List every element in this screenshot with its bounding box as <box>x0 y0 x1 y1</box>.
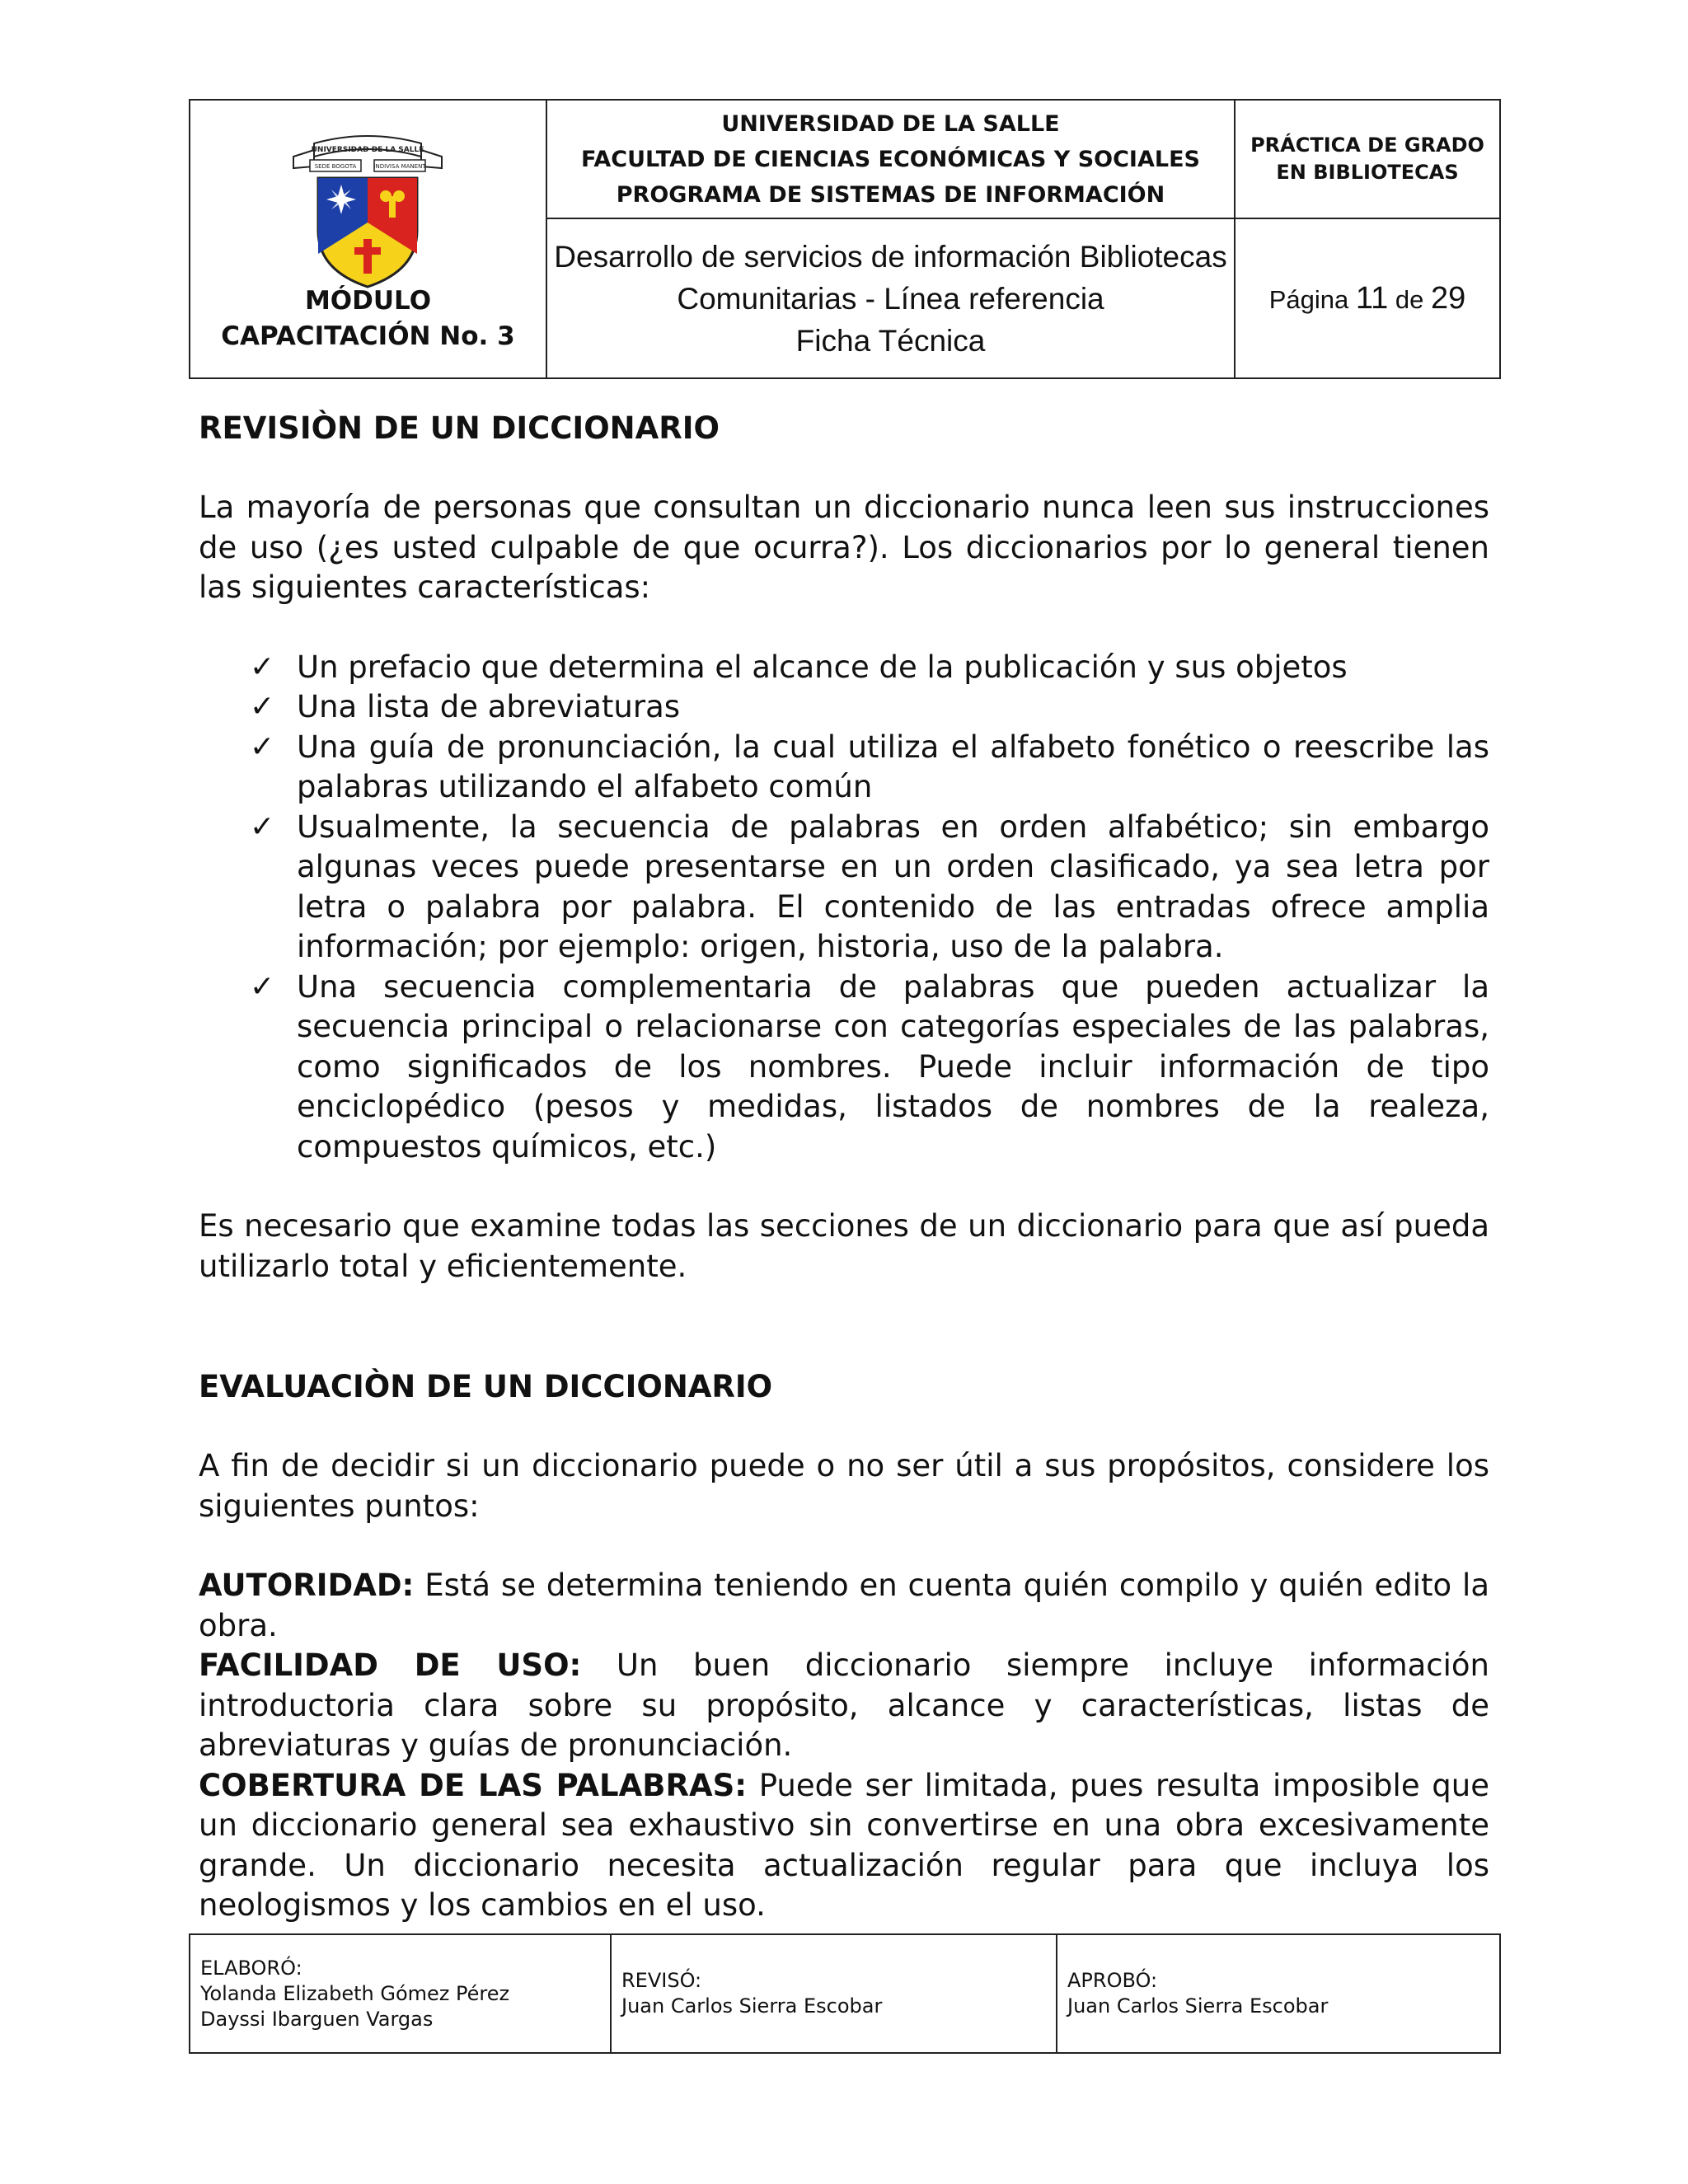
practice-line-2: EN BIBLIOTECAS <box>1276 161 1459 184</box>
practice-cell <box>1236 101 1499 219</box>
checkmark-icon: ✓ <box>250 809 275 844</box>
criterion-coverage: COBERTURA DE LAS PALABRAS: Puede ser limitada, pues resulta imposible que un diccionario general sea exhaustivo sin convertirse en una obra excesivamente grande. Un diccionario necesita actualización regular para que incluya los neologismos y los cambios en el uso. <box>199 1767 1490 1923</box>
page-number-cell <box>1236 219 1499 377</box>
footer-elaboro <box>190 1935 610 2052</box>
reviso-label: REVISÓ: <box>621 1969 702 1992</box>
page-total: 29 <box>1431 280 1466 316</box>
logo-ribbon-right: INDIVISA MANENT <box>373 163 426 170</box>
footer-reviso <box>610 1935 1056 2052</box>
criterion-ease-of-use: FACILIDAD DE USO: Un buen diccionario siempre incluye información introductoria clara sobre su propósito, alcance y características, listas de abreviaturas y guías de pronunciación. <box>199 1647 1489 1763</box>
checkmark-icon: ✓ <box>250 649 275 684</box>
program-name: PROGRAMA DE SISTEMAS DE INFORMACIÓN <box>616 181 1165 208</box>
checkmark-icon: ✓ <box>250 690 275 724</box>
reviso-name: Juan Carlos Sierra Escobar <box>621 1994 883 2018</box>
page-current: 11 <box>1355 280 1389 316</box>
criterion-authority: AUTORIDAD: Está se determina teniendo en cuenta quién compilo y quién edito la obra. <box>199 1568 1490 1643</box>
aprobo-label: APROBÓ: <box>1067 1969 1158 1992</box>
page-label: Página <box>1268 284 1349 314</box>
description-line-1: Desarrollo de servicios de información Bibliotecas <box>554 239 1227 274</box>
elaboro-label: ELABORÓ: <box>200 1956 302 1980</box>
description-line-3: Ficha Técnica <box>795 323 986 358</box>
logo-cell <box>190 101 547 377</box>
header-table <box>189 99 1501 379</box>
university-name: UNIVERSIDAD DE LA SALLE <box>721 110 1060 137</box>
module-label: MÓDULO <box>304 286 432 316</box>
elaboro-name-1: Yolanda Elizabeth Gómez Pérez <box>200 1981 510 2005</box>
section1-closing: Es necesario que examine todas las secciones de un diccionario para que así pueda utilizarlo total y eficientemente. <box>199 1208 1489 1284</box>
list-item: ✓ Un prefacio que determina el alcance de la publicación y sus objetos <box>250 648 1489 688</box>
university-cell <box>547 101 1236 219</box>
faculty-name: FACULTAD DE CIENCIAS ECONÓMICAS Y SOCIALES <box>581 146 1200 172</box>
list-item: ✓ Usualmente, la secuencia de palabras en orden alfabético; sin embargo algunas veces puede presentarse en un orden clasificado, ya sea letra por letra o palabra por palabra. El contenido de las entradas ofrece amplia información; por ejemplo: origen, historia, uso de la palabra. <box>250 808 1489 964</box>
module-number: CAPACITACIÓN No. 3 <box>221 321 515 351</box>
footer-aprobo <box>1056 1935 1499 2052</box>
document-body <box>199 408 1489 1926</box>
description-cell <box>547 219 1236 377</box>
list-item: ✓ Una lista de abreviaturas <box>250 687 1489 728</box>
page-of: de <box>1395 284 1424 314</box>
list-item: ✓ Una secuencia complementaria de palabras que pueden actualizar la secuencia principal o relacionarse con categorías especiales de las palabras, como significados de los nombres. Puede incluir información de tipo enciclopédico (pesos y medidas, listados de nombres de la realeza, compuestos químicos, etc.) <box>250 968 1489 1165</box>
section-title-evaluation: EVALUACIÒN DE UN DICCIONARIO <box>199 1369 773 1404</box>
elaboro-name-2: Dayssi Ibarguen Vargas <box>200 2007 434 2031</box>
section2-intro: A fin de decidir si un diccionario puede o no ser útil a sus propósitos, considere los siguientes puntos: <box>199 1448 1489 1524</box>
footer-table <box>189 1933 1501 2054</box>
list-item: ✓ Una guía de pronunciación, la cual utiliza el alfabeto fonético o reescribe las palabras utilizando el alfabeto común <box>250 729 1489 804</box>
checkmark-icon: ✓ <box>250 969 275 1004</box>
university-logo <box>285 132 450 288</box>
features-list <box>250 648 1489 1168</box>
checkmark-icon: ✓ <box>250 729 275 764</box>
section1-intro: La mayoría de personas que consultan un diccionario nunca leen sus instrucciones de uso (¿es usted culpable de que ocurra?). Los diccionarios por lo general tienen las siguientes características: <box>199 490 1489 605</box>
aprobo-name: Juan Carlos Sierra Escobar <box>1067 1994 1329 2018</box>
page-indicator <box>1269 281 1466 316</box>
practice-line-1: PRÁCTICA DE GRADO <box>1250 134 1484 157</box>
description-line-2: Comunitarias - Línea referencia <box>677 281 1104 316</box>
section-title-revision: REVISIÒN DE UN DICCIONARIO <box>199 410 720 446</box>
logo-ribbon-left: SEDE BOGOTA <box>314 163 357 170</box>
logo-banner-text: UNIVERSIDAD DE LA SALLE <box>311 146 424 154</box>
